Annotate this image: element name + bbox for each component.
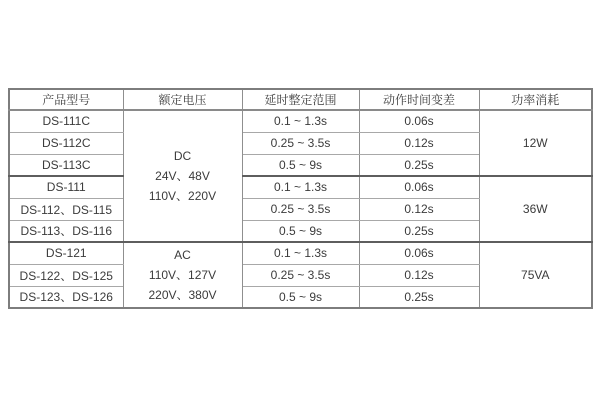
delay-cell: 0.5 ~ 9s <box>242 220 359 242</box>
product-spec-table <box>8 88 593 309</box>
variation-cell: 0.12s <box>359 132 479 154</box>
variation-cell: 0.12s <box>359 264 479 286</box>
power-cell: 36W <box>479 176 592 242</box>
model-cell: DS-112C <box>9 132 123 154</box>
header-delay-range: 延时整定范围 <box>242 89 359 110</box>
variation-cell: 0.06s <box>359 242 479 264</box>
variation-cell: 0.06s <box>359 110 479 132</box>
voltage-line: 110V、127V <box>148 268 217 282</box>
model-cell: DS-113C <box>9 154 123 176</box>
voltage-lines <box>124 146 242 206</box>
model-cell: DS-123、DS-126 <box>9 286 123 308</box>
delay-cell: 0.25 ~ 3.5s <box>242 198 359 220</box>
voltage-line: 110V、220V <box>148 189 217 203</box>
table-row <box>9 242 592 264</box>
table-row <box>9 176 592 198</box>
voltage-line: 24V、48V <box>155 169 210 183</box>
variation-cell: 0.25s <box>359 220 479 242</box>
model-cell: DS-111 <box>9 176 123 198</box>
header-product-model: 产品型号 <box>9 89 123 110</box>
model-cell: DS-112、DS-115 <box>9 198 123 220</box>
header-rated-voltage: 额定电压 <box>123 89 242 110</box>
voltage-line: 220V、380V <box>148 288 217 302</box>
delay-cell: 0.5 ~ 9s <box>242 154 359 176</box>
power-cell: 12W <box>479 110 592 176</box>
table-row <box>9 110 592 132</box>
model-cell: DS-111C <box>9 110 123 132</box>
header-time-variation: 动作时间变差 <box>359 89 479 110</box>
delay-cell: 0.1 ~ 1.3s <box>242 176 359 198</box>
model-cell: DS-113、DS-116 <box>9 220 123 242</box>
delay-cell: 0.1 ~ 1.3s <box>242 242 359 264</box>
header-power-consumption: 功率消耗 <box>479 89 592 110</box>
variation-cell: 0.25s <box>359 286 479 308</box>
delay-cell: 0.1 ~ 1.3s <box>242 110 359 132</box>
voltage-cell-dc <box>123 110 242 242</box>
table-header-row <box>9 89 592 110</box>
model-cell: DS-121 <box>9 242 123 264</box>
voltage-line: DC <box>173 149 192 163</box>
voltage-lines <box>124 245 242 305</box>
variation-cell: 0.25s <box>359 154 479 176</box>
variation-cell: 0.06s <box>359 176 479 198</box>
delay-cell: 0.25 ~ 3.5s <box>242 264 359 286</box>
delay-cell: 0.5 ~ 9s <box>242 286 359 308</box>
delay-cell: 0.25 ~ 3.5s <box>242 132 359 154</box>
voltage-line: AC <box>174 248 191 262</box>
model-cell: DS-122、DS-125 <box>9 264 123 286</box>
voltage-cell-ac <box>123 242 242 308</box>
variation-cell: 0.12s <box>359 198 479 220</box>
power-cell: 75VA <box>479 242 592 308</box>
